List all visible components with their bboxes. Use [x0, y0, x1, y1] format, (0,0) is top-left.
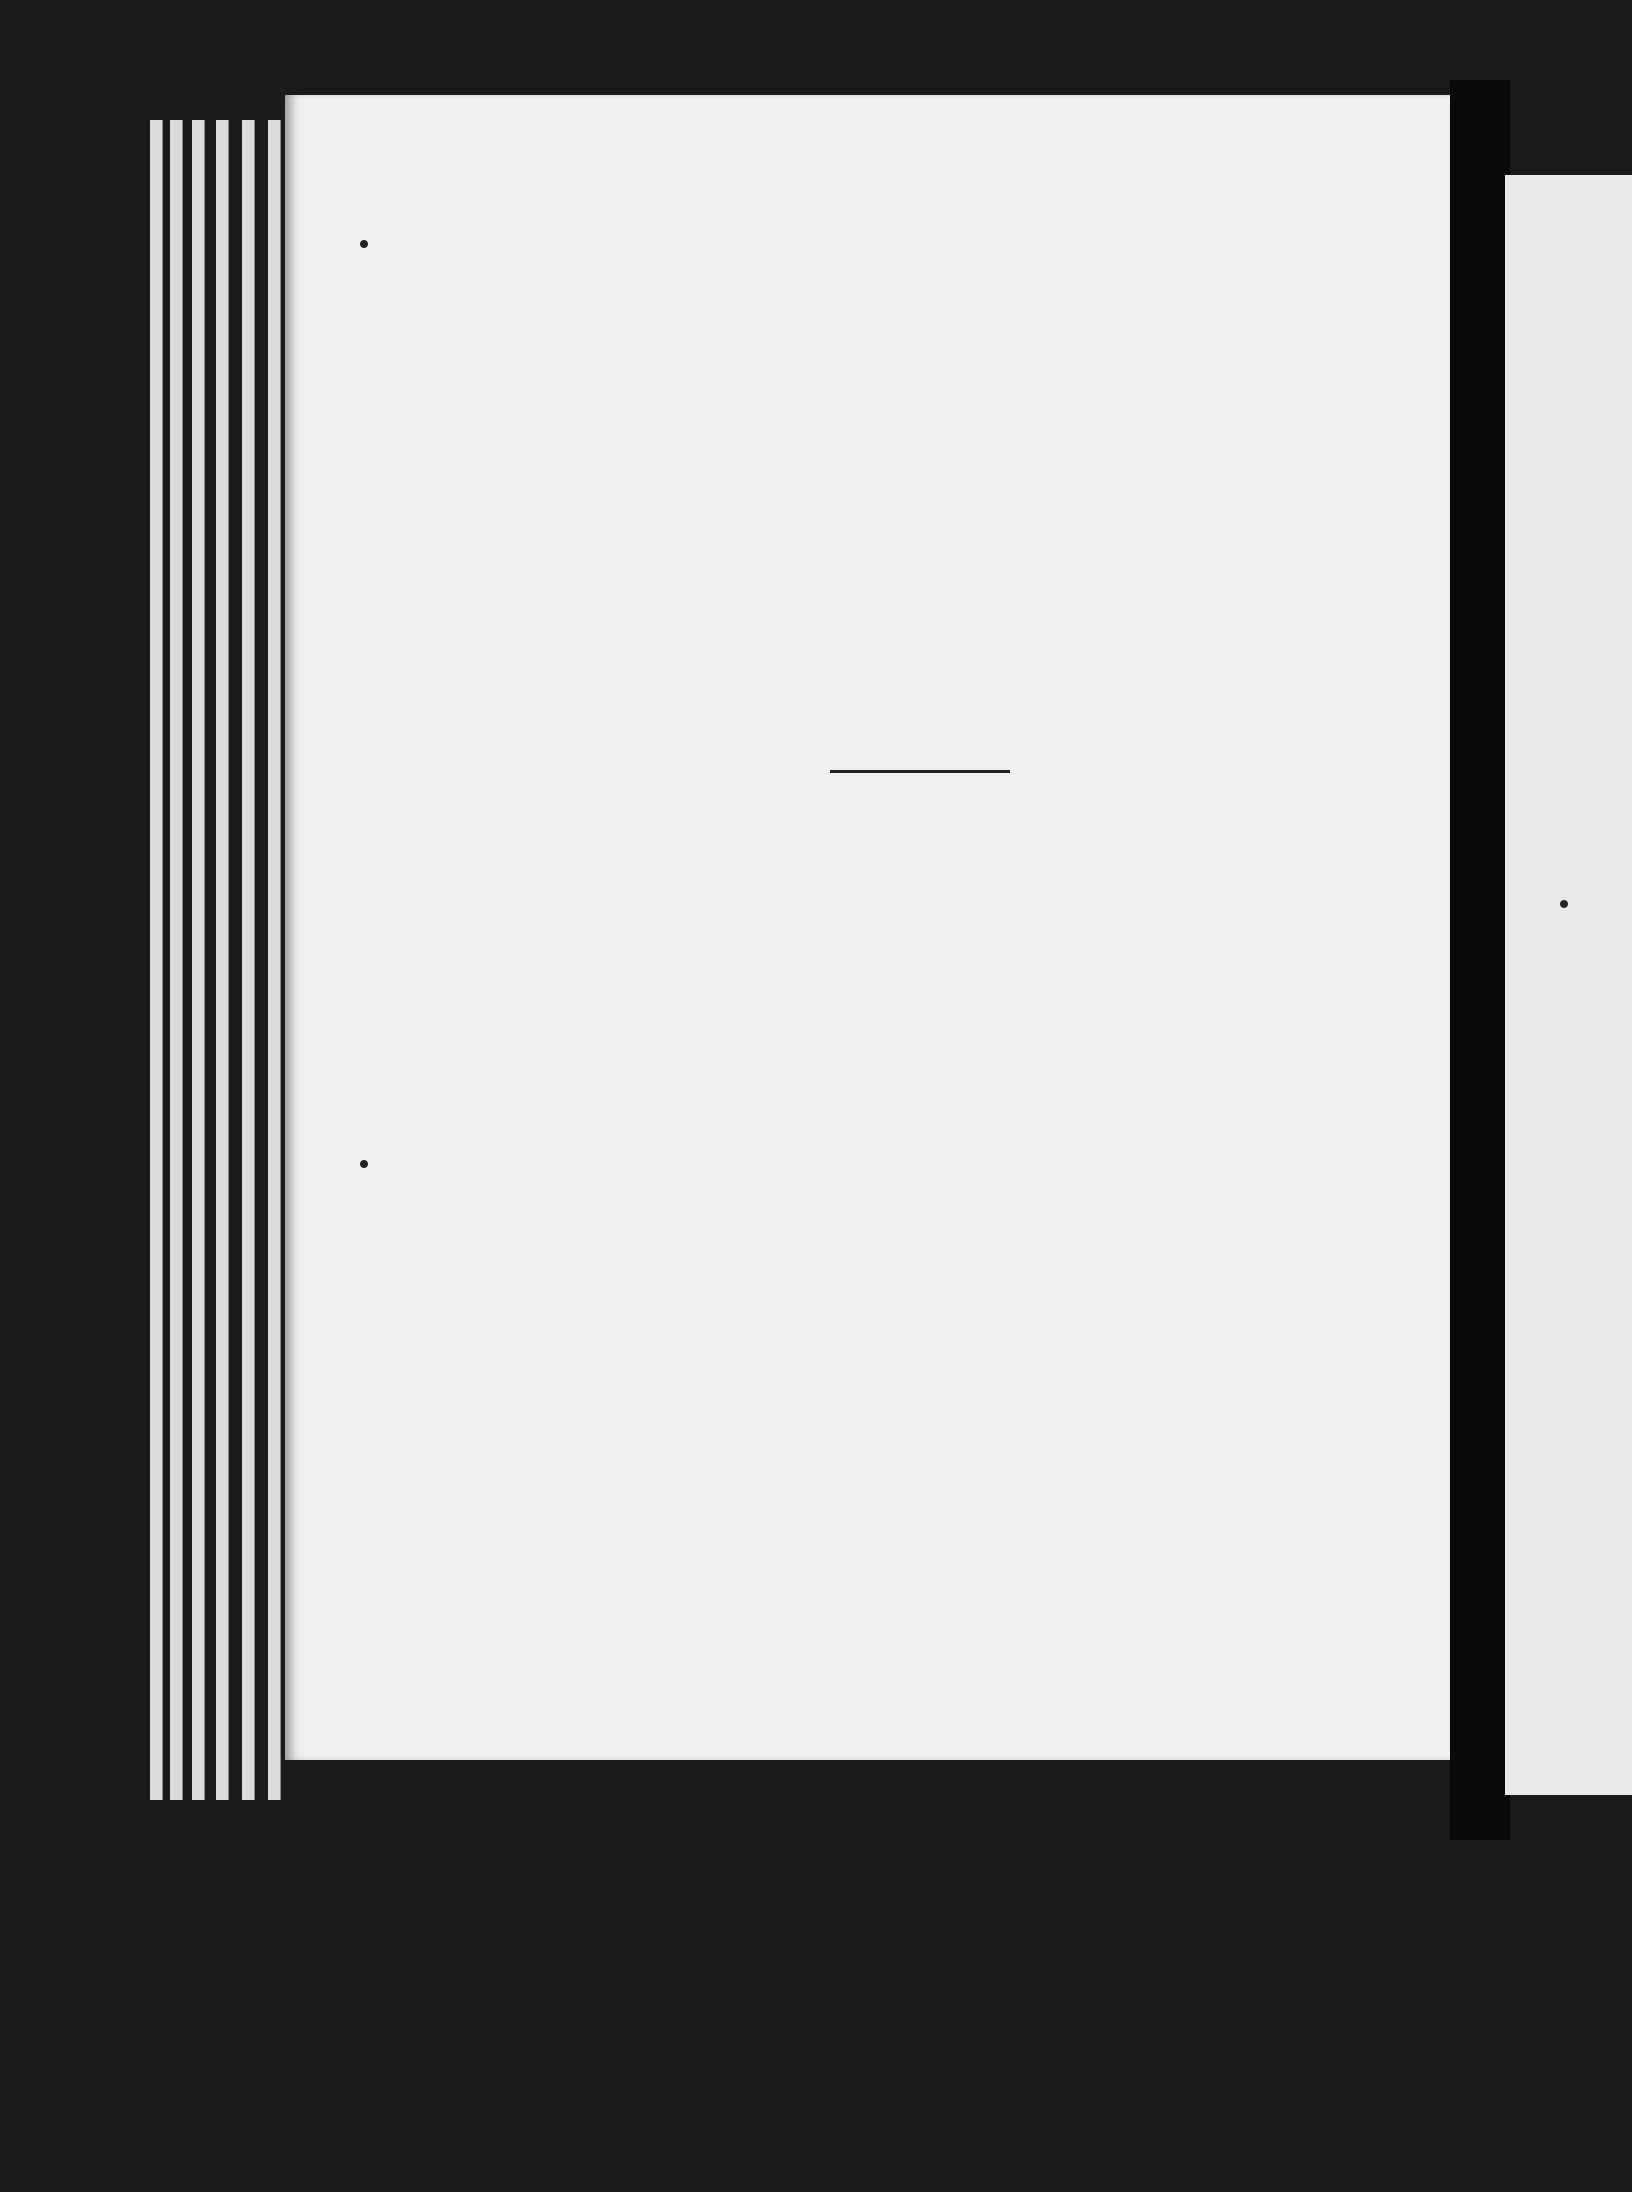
book-gutter [1450, 80, 1510, 1840]
stray-mark [1560, 900, 1568, 908]
facing-page [1505, 175, 1632, 1795]
page-header [526, 296, 1386, 336]
page-stack-edges [150, 120, 290, 1800]
stray-mark [360, 240, 368, 248]
grand-master-address [512, 990, 1347, 992]
book-page [285, 95, 1460, 1760]
stray-mark [360, 1160, 368, 1168]
section-title [512, 770, 1347, 802]
